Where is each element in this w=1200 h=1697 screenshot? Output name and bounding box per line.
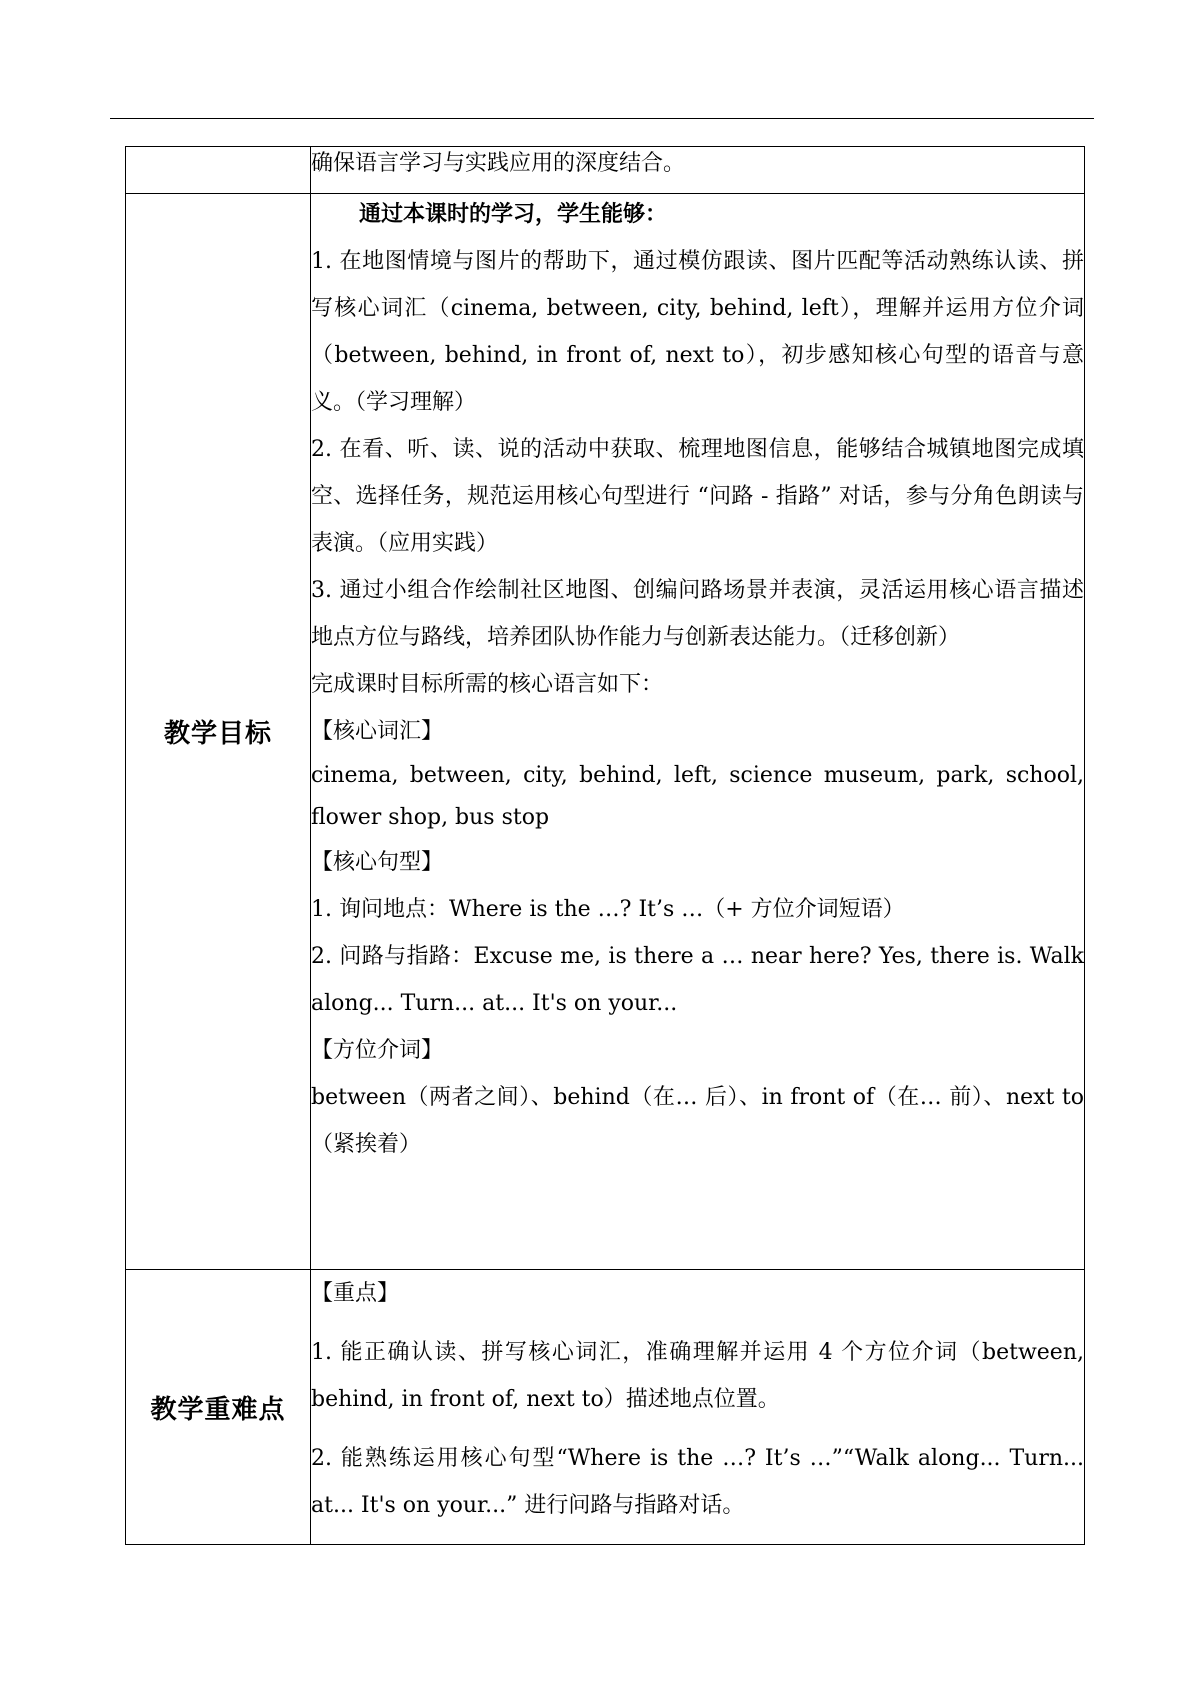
sentence-heading: 【核心句型】 (311, 850, 444, 875)
continuation-text: 确保语言学习与实践应用的深度结合。 (311, 151, 686, 176)
core-language-intro: 完成课时目标所需的核心语言如下： (311, 672, 664, 697)
empty-label-cell (126, 147, 311, 194)
objective-item: 1. 在地图情境与图片的帮助下，通过模仿跟读、图片匹配等活动熟练认读、拼写核心词汇（cinema, between, city, behind, left），理解并运用方位介词（between, behind, in front of, next to），初步感知核心句型的语音与意义。（学习理解） (311, 249, 1084, 415)
objective-item: 2. 在看、听、读、说的活动中获取、梳理地图信息，能够结合城镇地图完成填空、选择任务，规范运用核心句型进行 “问路 - 指路” 对话，参与分角色朗读与表演。（应用实践） (311, 437, 1084, 556)
objectives-cell (311, 194, 1085, 1270)
header-rule (110, 118, 1094, 119)
key-points-heading: 【重点】 (311, 1281, 400, 1306)
objectives-lead: 通过本课时的学习，学生能够： (359, 201, 668, 227)
prep-heading: 【方位介词】 (311, 1038, 444, 1063)
key-point-item: 2. 能熟练运用核心句型“Where is the …? It’s …”“Walk along... Turn... at... It's on your...” 进行问路与指路对话。 (311, 1446, 1084, 1518)
objectives-label: 教学目标 (126, 194, 311, 1270)
sentence-item: 1. 询问地点：Where is the …? It’s …（+ 方位介词短语） (311, 897, 905, 922)
table-row (126, 194, 1085, 1270)
key-points-cell (311, 1270, 1085, 1545)
prep-list: between（两者之间）、behind（在… 后）、in front of（在… 前）、next to（紧挨着） (311, 1085, 1084, 1157)
key-point-item: 1. 能正确认读、拼写核心词汇，准确理解并运用 4 个方位介词（between, behind, in front of, next to）描述地点位置。 (311, 1340, 1084, 1412)
table-row (126, 147, 1085, 194)
objective-item: 3. 通过小组合作绘制社区地图、创编问路场景并表演，灵活运用核心语言描述地点方位与路线，培养团队协作能力与创新表达能力。（迁移创新） (311, 578, 1084, 650)
table-row (126, 1270, 1085, 1545)
sentence-item: 2. 问路与指路：Excuse me, is there a … near here? Yes, there is. Walk along... Turn... at... It's on your... (311, 944, 1084, 1016)
vocab-list: cinema, between, city, behind, left, science museum, park, school, flower shop, bus stop (311, 763, 1084, 830)
key-points-label: 教学重难点 (126, 1270, 311, 1545)
lesson-plan-table (125, 146, 1085, 1545)
vocab-heading: 【核心词汇】 (311, 719, 444, 744)
continuation-cell (311, 147, 1085, 194)
